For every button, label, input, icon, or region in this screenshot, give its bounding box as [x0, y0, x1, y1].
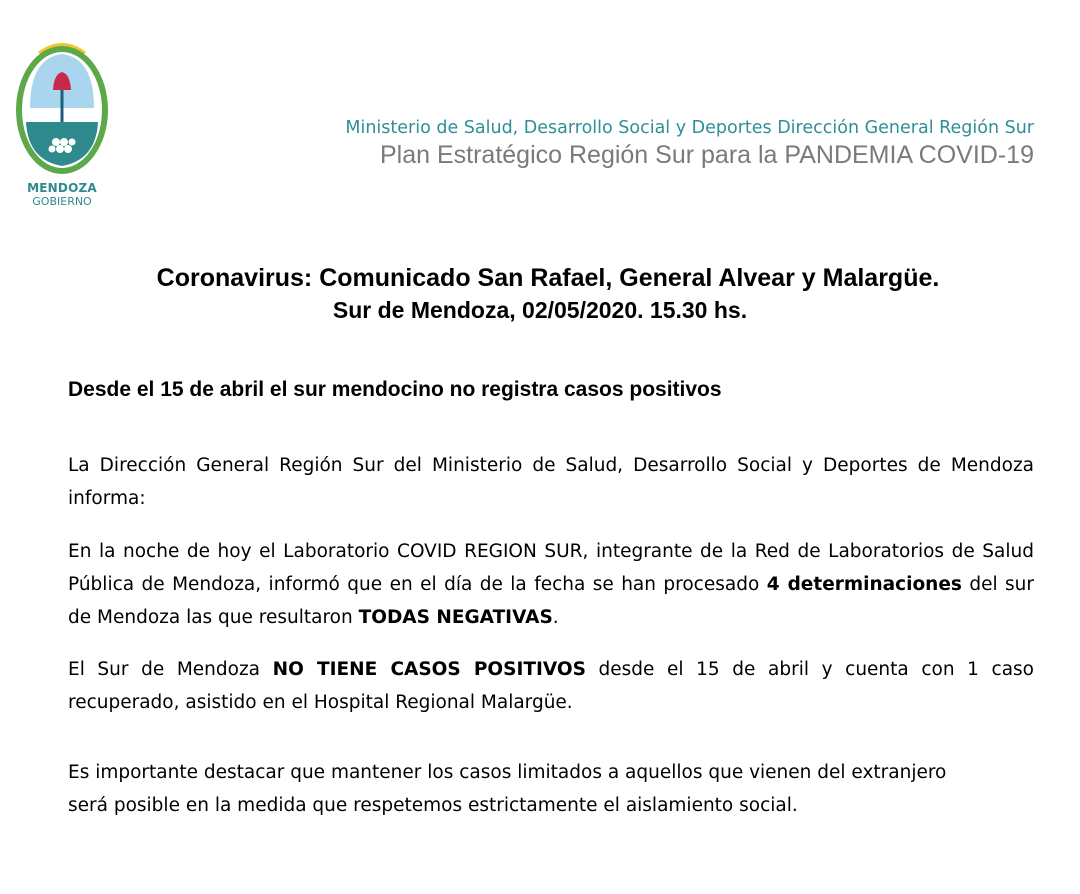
plan-line: Plan Estratégico Región Sur para la PANDEMIA COVID-19 [380, 141, 1034, 169]
mendoza-coat-of-arms-icon [12, 38, 112, 178]
logo-subtitle: GOBIERNO [32, 195, 92, 208]
title-main: Coronavirus: Comunicado San Rafael, General Alvear y Malargüe. [156, 264, 940, 292]
document-header [345, 116, 1034, 170]
paragraph-line: será posible en la medida que respetemos estrictamente el aislamiento social. [68, 795, 798, 816]
paragraph-status [68, 653, 1034, 719]
title-date: Sur de Mendoza, 02/05/2020. 15.30 hs. [332, 297, 748, 323]
paragraph-isolation [68, 756, 1034, 822]
paragraph-text: En la noche de hoy el Laboratorio COVID REGION SUR, integrante de la Red de Laboratorios de Salud Pública de Mendoza, informó que en el día de la fecha se han procesado [68, 541, 1034, 595]
bold-determinations: 4 determinaciones [766, 574, 962, 595]
document-title [0, 262, 1080, 326]
paragraph-text: desde el 15 de abril y cuenta con 1 caso recuperado, asistido en el Hospital Regional Malargüe. [68, 659, 1035, 713]
paragraph-text: El Sur de Mendoza [68, 659, 273, 680]
paragraph-intro: La Dirección General Región Sur del Ministerio de Salud, Desarrollo Social y Deportes de Mendoza informa: [68, 455, 1034, 509]
subheading: Desde el 15 de abril el sur mendocino no registra casos positivos [68, 378, 722, 401]
paragraph-text: del sur de Mendoza las que resultaron [68, 574, 1034, 628]
paragraph-text: . [552, 607, 559, 628]
paragraph-line: Es importante destacar que mantener los casos limitados a aquellos que vienen del extranjero [68, 762, 947, 783]
paragraph-lab-report [68, 535, 1034, 634]
logo-name: MENDOZA [27, 181, 97, 195]
ministry-line: Ministerio de Salud, Desarrollo Social y Deportes Dirección General Región Sur [345, 118, 1034, 138]
government-logo [12, 38, 112, 210]
bold-negative-results: TODAS NEGATIVAS [358, 607, 553, 628]
bold-no-positive-cases: NO TIENE CASOS POSITIVOS [272, 659, 586, 680]
